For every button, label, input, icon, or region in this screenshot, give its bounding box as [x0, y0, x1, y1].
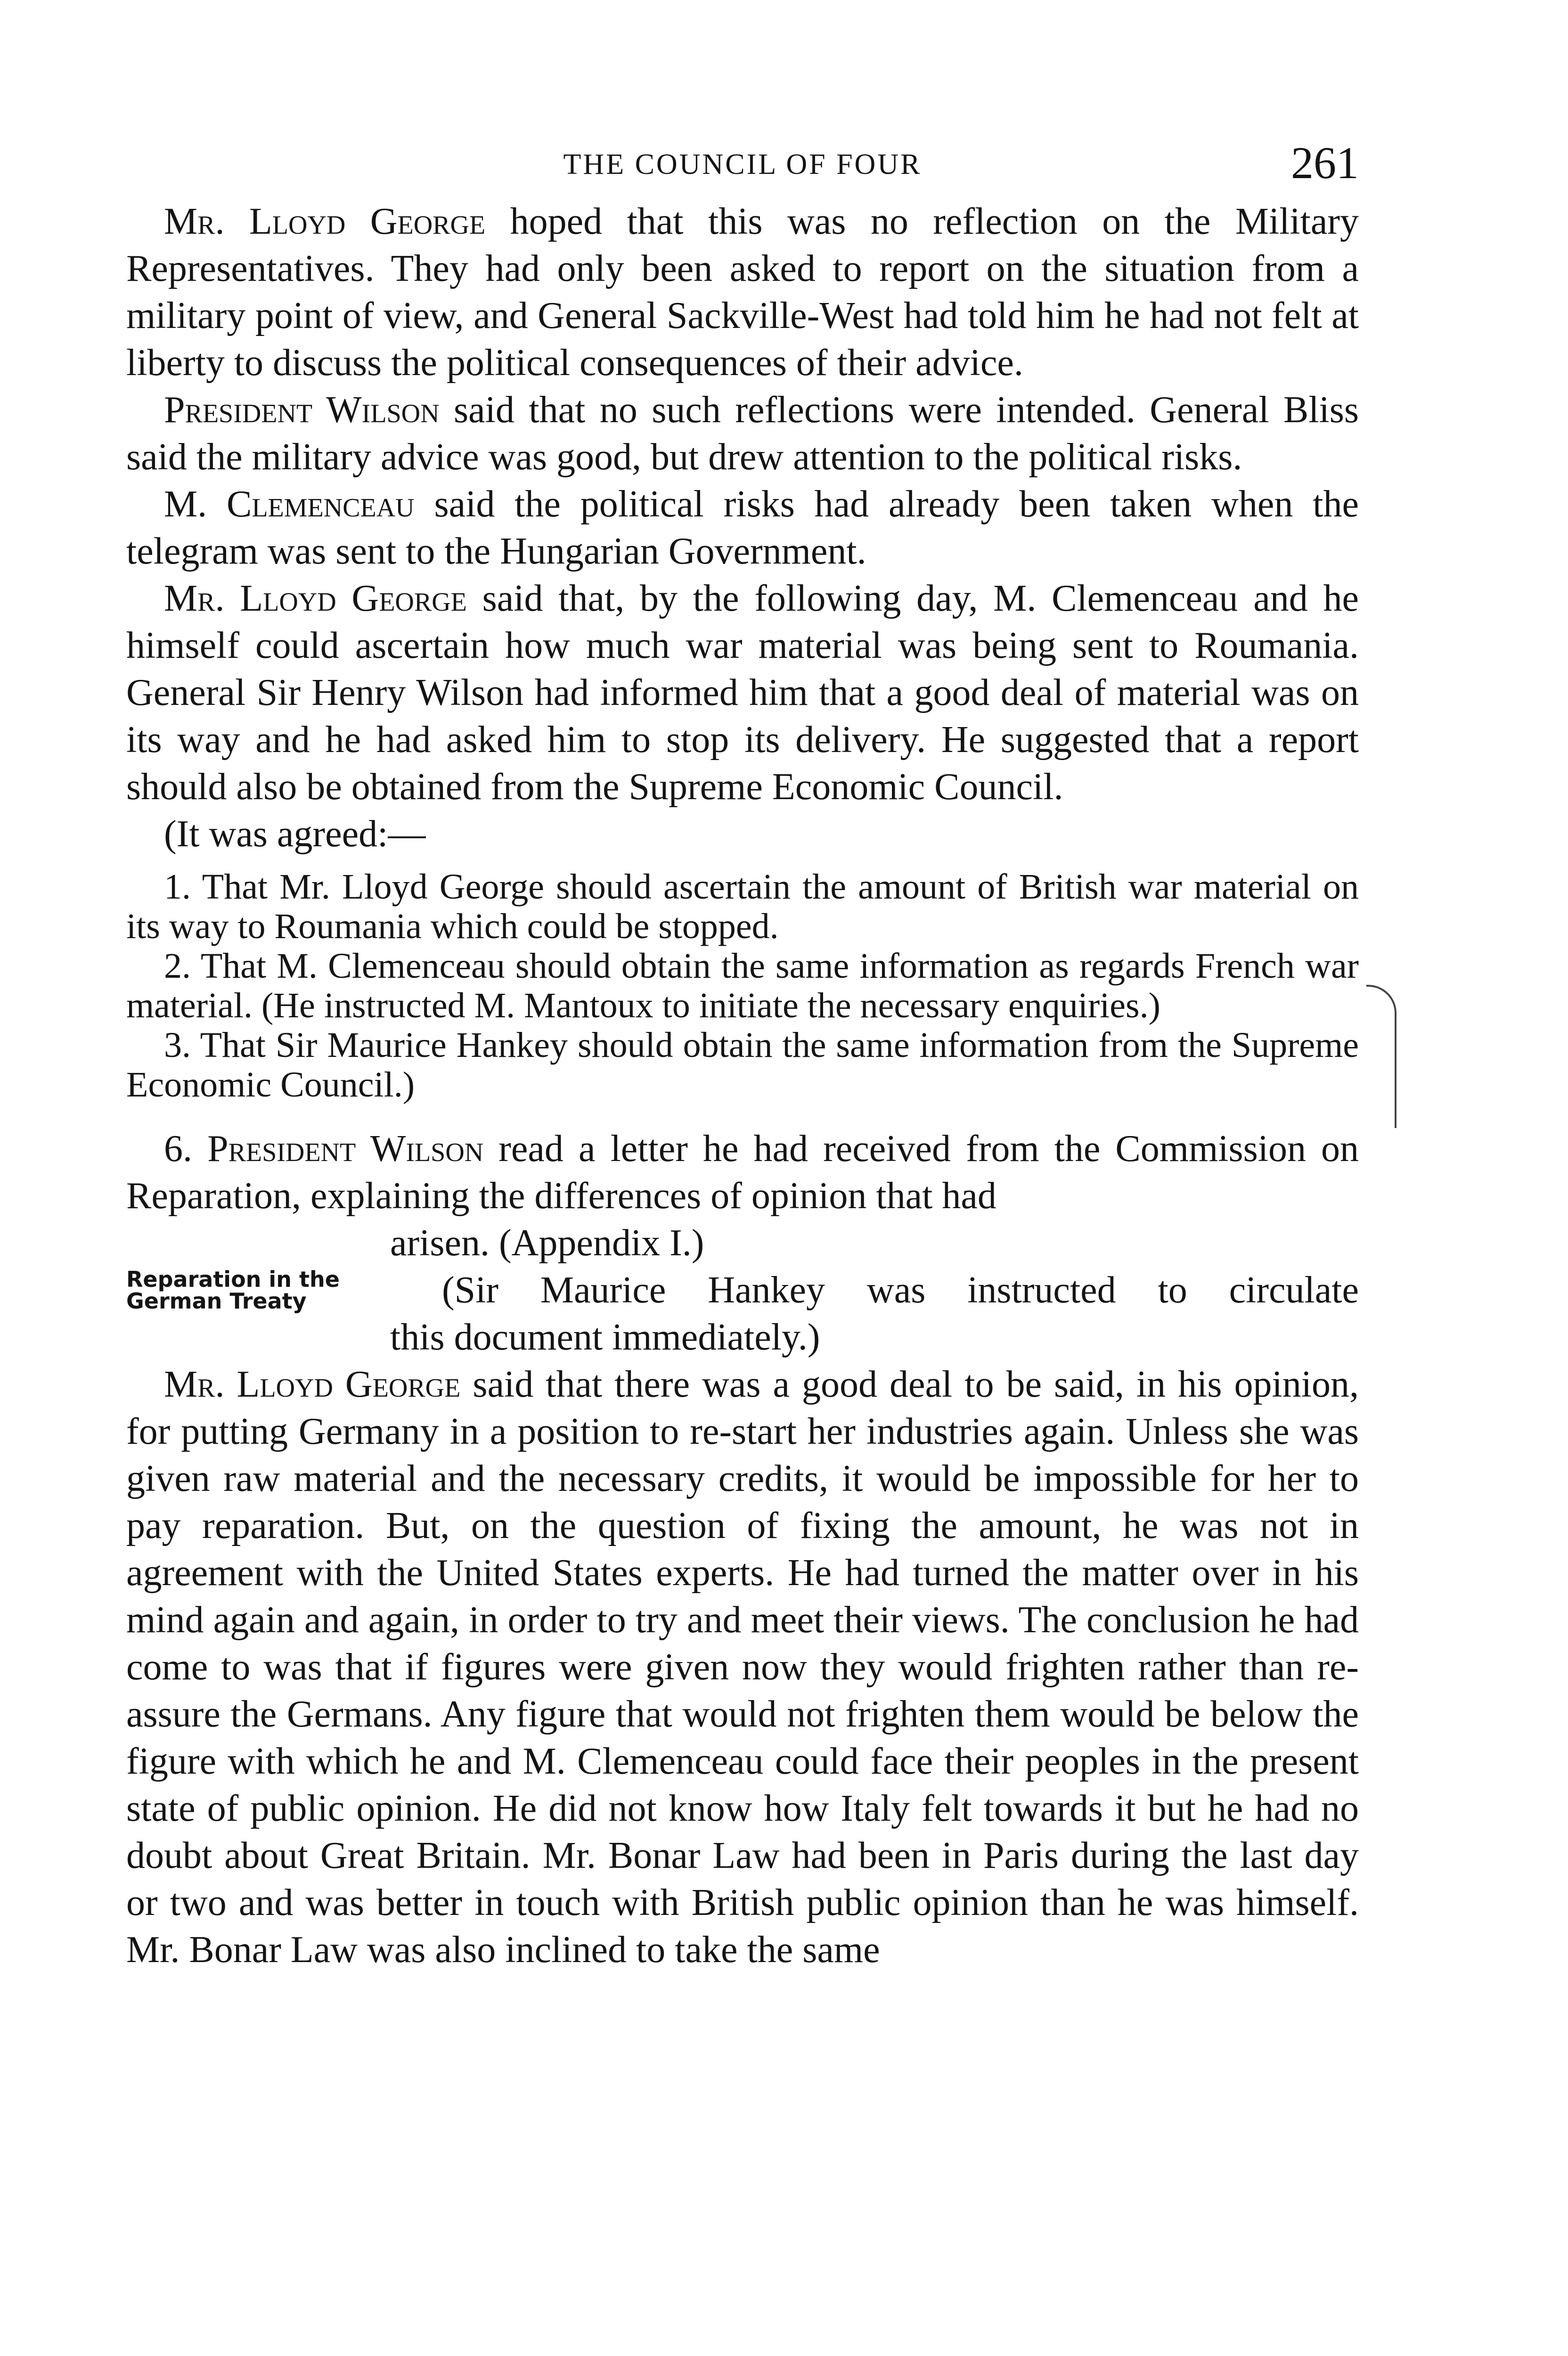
- side-note-block-3: [126, 1314, 1359, 1361]
- resolution-item-3: 3. That Sir Maurice Hankey should obtain the same information from the Supreme Economic Council.): [126, 1025, 1359, 1104]
- speaker-name: President Wilson: [164, 389, 440, 431]
- speaker-name: M. Clemenceau: [164, 483, 415, 525]
- document-page: [126, 137, 1359, 1973]
- resolution-item-1: 1. That Mr. Lloyd George should ascertain the amount of British war material on its way to Roumania which could be stopped.: [126, 867, 1359, 946]
- paragraph-6: [126, 1125, 1359, 1219]
- hankey-instruction-line-1: (Sir Maurice Hankey was instructed to circulate: [442, 1269, 1359, 1311]
- paragraph-6-continuation: arisen. (Appendix I.): [390, 1222, 704, 1264]
- hankey-instruction-line-2: this document immediately.): [390, 1317, 820, 1358]
- paragraph-7: [126, 1361, 1359, 1973]
- paragraph-text: said that no such reflections were intended. General Bliss said the military advice was good, but drew attention to the political risks.: [126, 389, 1359, 478]
- side-note-block: [126, 1219, 1359, 1267]
- paragraph-4: [126, 575, 1359, 810]
- paragraph-text: said that, by the following day, M. Clemenceau and he himself could ascertain how much war material was being sent to Roumania. General Sir Henry Wilson had informed him that a good deal of material was on its way and he had asked him to stop its delivery. He suggested that a report should also be obtained from the Supreme Economic Council.: [126, 578, 1359, 808]
- resolution-item-2: 2. That M. Clemenceau should obtain the same information as regards French war material. (He instructed M. Mantoux to initiate the necessary enquiries.): [126, 946, 1359, 1025]
- margin-note-reparation: Reparation in the German Treaty: [126, 1267, 340, 1314]
- speaker-name: Mr. Lloyd George: [164, 1364, 461, 1405]
- speaker-name: President Wilson: [207, 1128, 484, 1170]
- speaker-name: Mr. Lloyd George: [164, 201, 486, 242]
- page-number: 261: [1291, 138, 1359, 188]
- side-note-block-2: [126, 1267, 1359, 1314]
- section-number: 6.: [164, 1128, 192, 1170]
- hankey-instruction: [390, 1267, 1359, 1314]
- paragraph-text: said the political risks had already been taken when the telegram was sent to the Hungarian Government.: [126, 483, 1359, 572]
- paragraph-text: hoped that this was no reflection on the Military Representatives. They had only been asked to report on the situation from a military point of view, and General Sackville-West had told him he had not felt at liberty to discuss the political consequences of their advice.: [126, 201, 1359, 384]
- paragraph-1: [126, 198, 1359, 386]
- speaker-name: Mr. Lloyd George: [164, 578, 467, 619]
- paragraph-2: [126, 386, 1359, 481]
- agreed-heading: (It was agreed:—: [164, 813, 426, 855]
- paragraph-text: said that there was a good deal to be said, in his opinion, for putting Germany in a position to re-start her industries again. Unless she was given raw material and the necessary credits, it would be impossible for her to pay reparation. But, on the question of fixing the amount, he was not in agreement with the United States experts. He had turned the matter over in his mind again and again, in order to try and meet their views. The conclusion he had come to was that if figures were given now they would frighten rather than re-assure the Germans. Any figure that would not frighten them would be below the figure with which he and M. Clemenceau could face their peoples in the present state of public opinion. He did not know how Italy felt towards it but he had no doubt about Great Britain. Mr. Bonar Law had been in Paris during the last day or two and was better in touch with British public opinion than he was himself. Mr. Bonar Law was also inclined to take the same: [126, 1364, 1359, 1971]
- margin-note: [126, 1232, 390, 1254]
- paragraph-3: [126, 481, 1359, 575]
- margin-bracket-mark: [1366, 985, 1396, 1128]
- page-header: [126, 137, 1359, 198]
- running-head: THE COUNCIL OF FOUR: [563, 148, 922, 180]
- paragraph-text: read a letter he had received from the Commission on Reparation, explaining the differences of opinion that had: [126, 1128, 1359, 1217]
